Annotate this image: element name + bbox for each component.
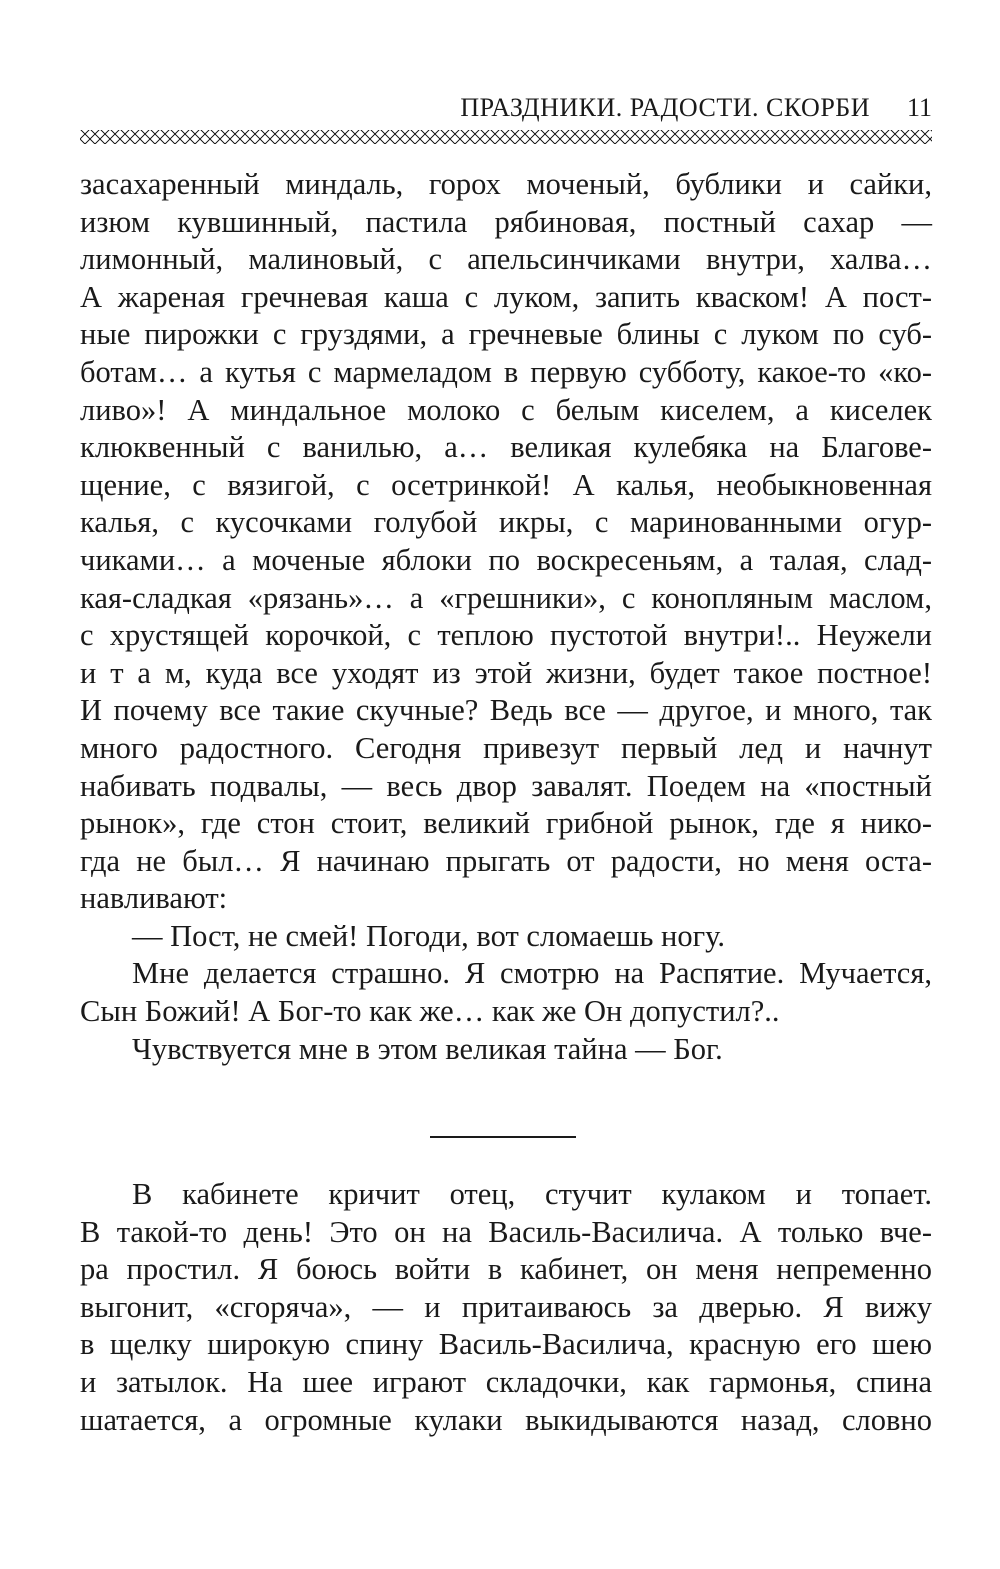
body-text-block-1 [80, 166, 932, 1068]
text-line: с хрустящей корочкой, с теплою пустотой внутри!.. Неужели [80, 618, 932, 653]
text-line: щение, с вязигой, с осетринкой! А калья, необыкновенная [80, 467, 932, 502]
section-separator [430, 1136, 576, 1138]
text-line: В такой-то день! Это он на Василь-Василича. А только вче- [80, 1214, 932, 1249]
text-line: чиками… а моченые яблоки по воскресеньям, а талая, слад- [80, 542, 932, 577]
text-line: Сын Божий! А Бог-то как же… как же Он допустил?.. [80, 994, 780, 1029]
page-header [80, 88, 932, 128]
text-line: и т а м, куда все уходят из этой жизни, будет такое постное! [80, 655, 932, 690]
text-line: и затылок. На шее играют складочки, как гармонья, спина [80, 1364, 932, 1399]
dialogue-line: — Пост, не смей! Погоди, вот сломаешь ногу. [132, 918, 725, 953]
text-line: выгонит, «сгоряча», — и притаиваюсь за дверью. Я вижу [80, 1289, 932, 1324]
text-line: изюм кувшинный, пастила рябиновая, постный сахар — [80, 204, 932, 239]
text-line: в щелку широкую спину Василь-Василича, красную его шею [80, 1327, 932, 1362]
text-line: кая-сладкая «рязань»… а «грешники», с конопляным маслом, [80, 580, 932, 615]
text-line: Чувствуется мне в этом великая тайна — Бог. [132, 1031, 723, 1066]
text-line: В кабинете кричит отец, стучит кулаком и топает. [132, 1177, 932, 1211]
text-line: ботам… а кутья с мармеладом в первую субботу, какое-то «ко- [80, 354, 932, 389]
text-line: клюквенный с ванилью, а… великая кулебяка на Благове- [80, 430, 932, 465]
text-line: набивать подвалы, — весь двор завалят. Поедем на «постный [80, 768, 932, 803]
text-line: И почему все такие скучные? Ведь все — другое, и много, так [80, 693, 932, 728]
text-line: Мне делается страшно. Я смотрю на Распятие. Мучается, [132, 956, 932, 991]
text-line: много радостного. Сегодня привезут первый лед и начнут [80, 730, 932, 765]
text-line: калья, с кусочками голубой икры, с маринованными огур- [80, 505, 932, 540]
text-line: навливают: [80, 881, 228, 916]
text-line: ра простил. Я боюсь войти в кабинет, он меня непременно [80, 1252, 932, 1287]
text-line: рынок», где стон стоит, великий грибной рынок, где я нико- [80, 806, 932, 841]
text-line: засахаренный миндаль, горох моченый, бублики и сайки, [80, 167, 932, 201]
page-number: 11 [906, 93, 932, 122]
ornamental-rule [80, 130, 932, 144]
text-line: гда не был… Я начинаю прыгать от радости, но меня оста- [80, 843, 932, 878]
text-line: лимонный, малиновый, с апельсинчиками внутри, халва… [80, 242, 932, 277]
body-text-block-2 [80, 1176, 932, 1439]
running-title: ПРАЗДНИКИ. РАДОСТИ. СКОРБИ [460, 93, 870, 122]
text-line: ливо»! А миндальное молоко с белым киселем, а киселек [80, 392, 932, 427]
text-line: А жареная гречневая каша с луком, запить кваском! А пост- [80, 279, 932, 314]
text-line: ные пирожки с груздями, а гречневые блины с луком по суб- [80, 317, 932, 352]
text-line: шатается, а огромные кулаки выкидываются назад, словно [80, 1402, 932, 1437]
